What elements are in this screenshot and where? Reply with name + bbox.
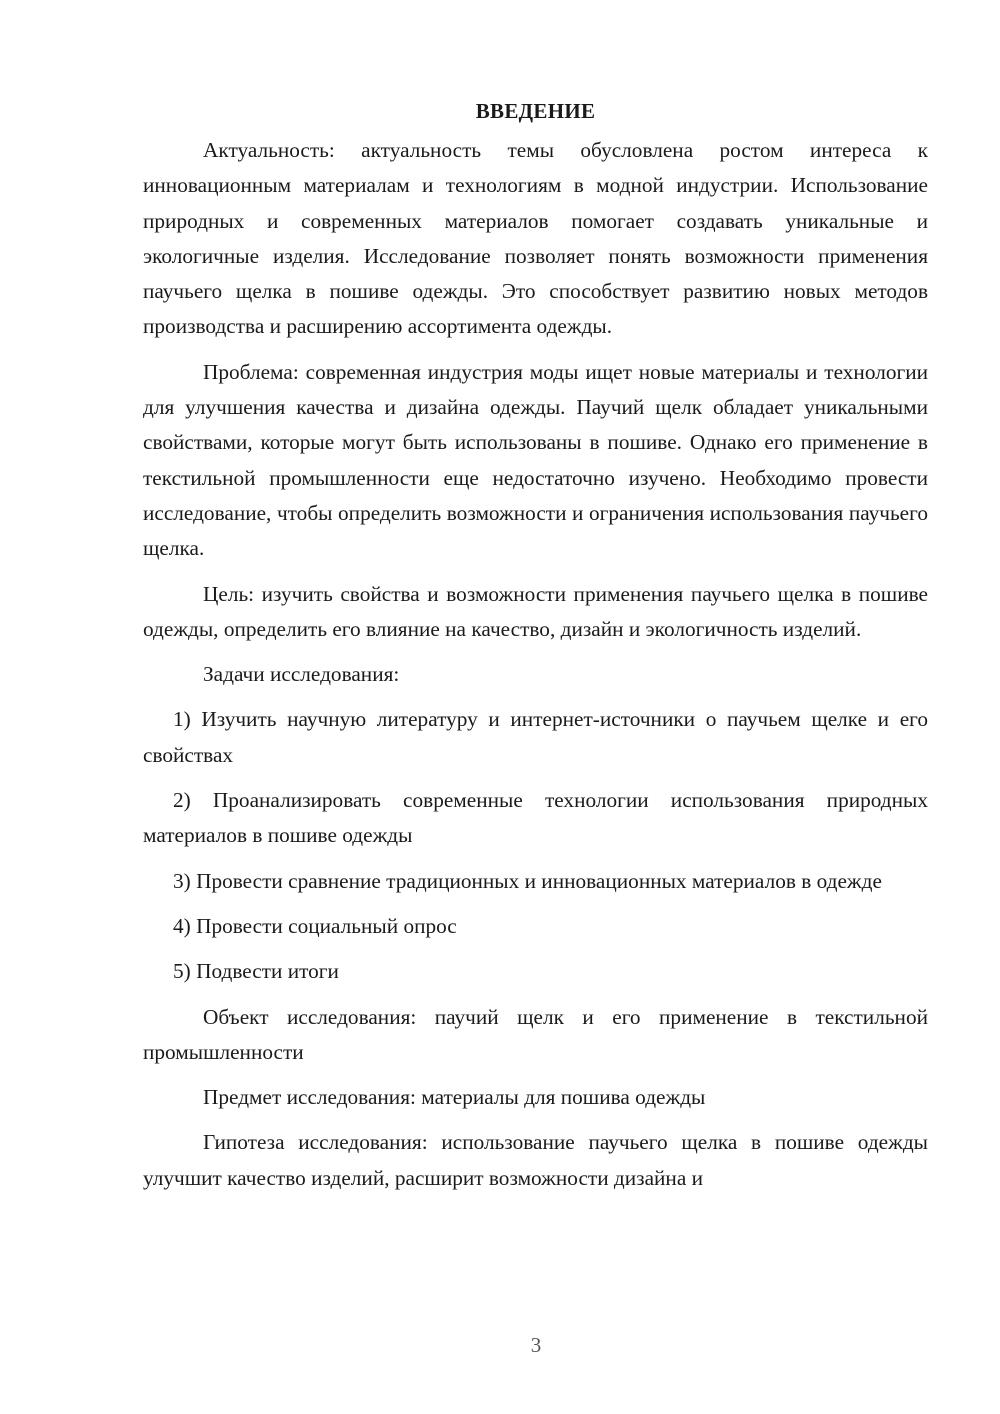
paragraph-relevance: Актуальность: актуальность темы обусловлена ростом интереса к инновационным материалам и технологиям в модной индустрии. Использование природных и современных материалов помогает создавать уникальные и экологичные изделия. Исследование позволяет понять возможности применения паучьего щелка в пошиве одежды. Это способствует развитию новых методов производства и расширению ассортимента одежды. [143, 138, 928, 339]
tasks-heading: Задачи исследования: [203, 662, 400, 687]
task-item-1: 1) Изучить научную литературу и интернет-источники о паучьем щелке и его свойствах [143, 707, 928, 767]
task-item-2: 2) Проанализировать современные технологии использования природных материалов в пошиве одежды [143, 788, 928, 848]
paragraph-goal: Цель: изучить свойства и возможности применения паучьего щелка в пошиве одежды, определить его влияние на качество, дизайн и экологичность изделий. [143, 581, 928, 641]
task-item-3: 3) Провести сравнение традиционных и инновационных материалов в одежде [173, 868, 882, 893]
section-title: ВВЕДЕНИЕ [475, 99, 596, 123]
task-item-5: 5) Подвести итоги [173, 959, 339, 984]
paragraph-hypothesis: Гипотеза исследования: использование паучьего щелка в пошиве одежды улучшит качество изделий, расширит возможности дизайна и [143, 1130, 928, 1190]
paragraph-subject: Предмет исследования: материалы для пошива одежды [203, 1085, 706, 1110]
paragraph-object: Объект исследования: паучий щелк и его применение в текстильной промышленности [143, 1004, 928, 1064]
paragraph-problem: Проблема: современная индустрия моды ищет новые материалы и технологии для улучшения качества и дизайна одежды. Паучий щелк обладает уникальными свойствами, которые могут быть использованы в пошиве. Однако его применение в текстильной промышленности еще недостаточно изучено. Необходимо провести исследование, чтобы определить возможности и ограничения использования паучьего щелка. [143, 359, 928, 561]
task-item-4: 4) Провести социальный опрос [173, 913, 457, 938]
page-number: 3 [530, 1333, 542, 1357]
document-page [143, 96, 928, 1196]
